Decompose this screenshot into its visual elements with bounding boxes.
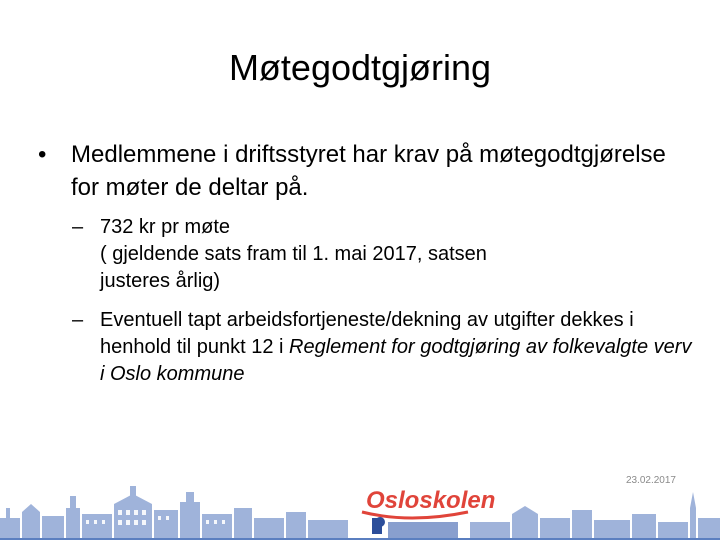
bullet-item — [38, 138, 698, 204]
oslo-skyline-icon — [0, 478, 720, 540]
regulation-reference: Reglement for godtgjøring av folkevalgte verv i Oslo kommune — [100, 336, 692, 385]
rate-note-line: ( gjeldende sats fram til 1. mai 2017, satsen — [100, 243, 487, 265]
slide-body — [38, 138, 698, 388]
sub-bullet-rate — [72, 214, 698, 295]
sub-bullet-compensation — [72, 307, 698, 388]
dash-icon: – — [72, 309, 84, 331]
slide-title: Møtegodtgjøring — [228, 47, 492, 88]
bullet-icon: • — [38, 141, 47, 168]
rate-line: 732 kr pr møte — [100, 216, 231, 238]
compensation-text: Eventuell tapt arbeidsfortjeneste/dekning av utgifter dekkes i henhold til punkt 12 i — [100, 309, 634, 358]
logo-text: Osloskolen — [366, 487, 496, 514]
dash-icon: – — [72, 216, 84, 238]
bullet-text: Medlemmene i driftsstyret har krav på møtegodtgjørelse for møter de deltar på. — [71, 141, 666, 201]
slide-date: 23.02.2017 — [625, 475, 676, 486]
footer-skyline — [0, 478, 720, 540]
rate-note-line: justeres årlig) — [100, 270, 221, 292]
